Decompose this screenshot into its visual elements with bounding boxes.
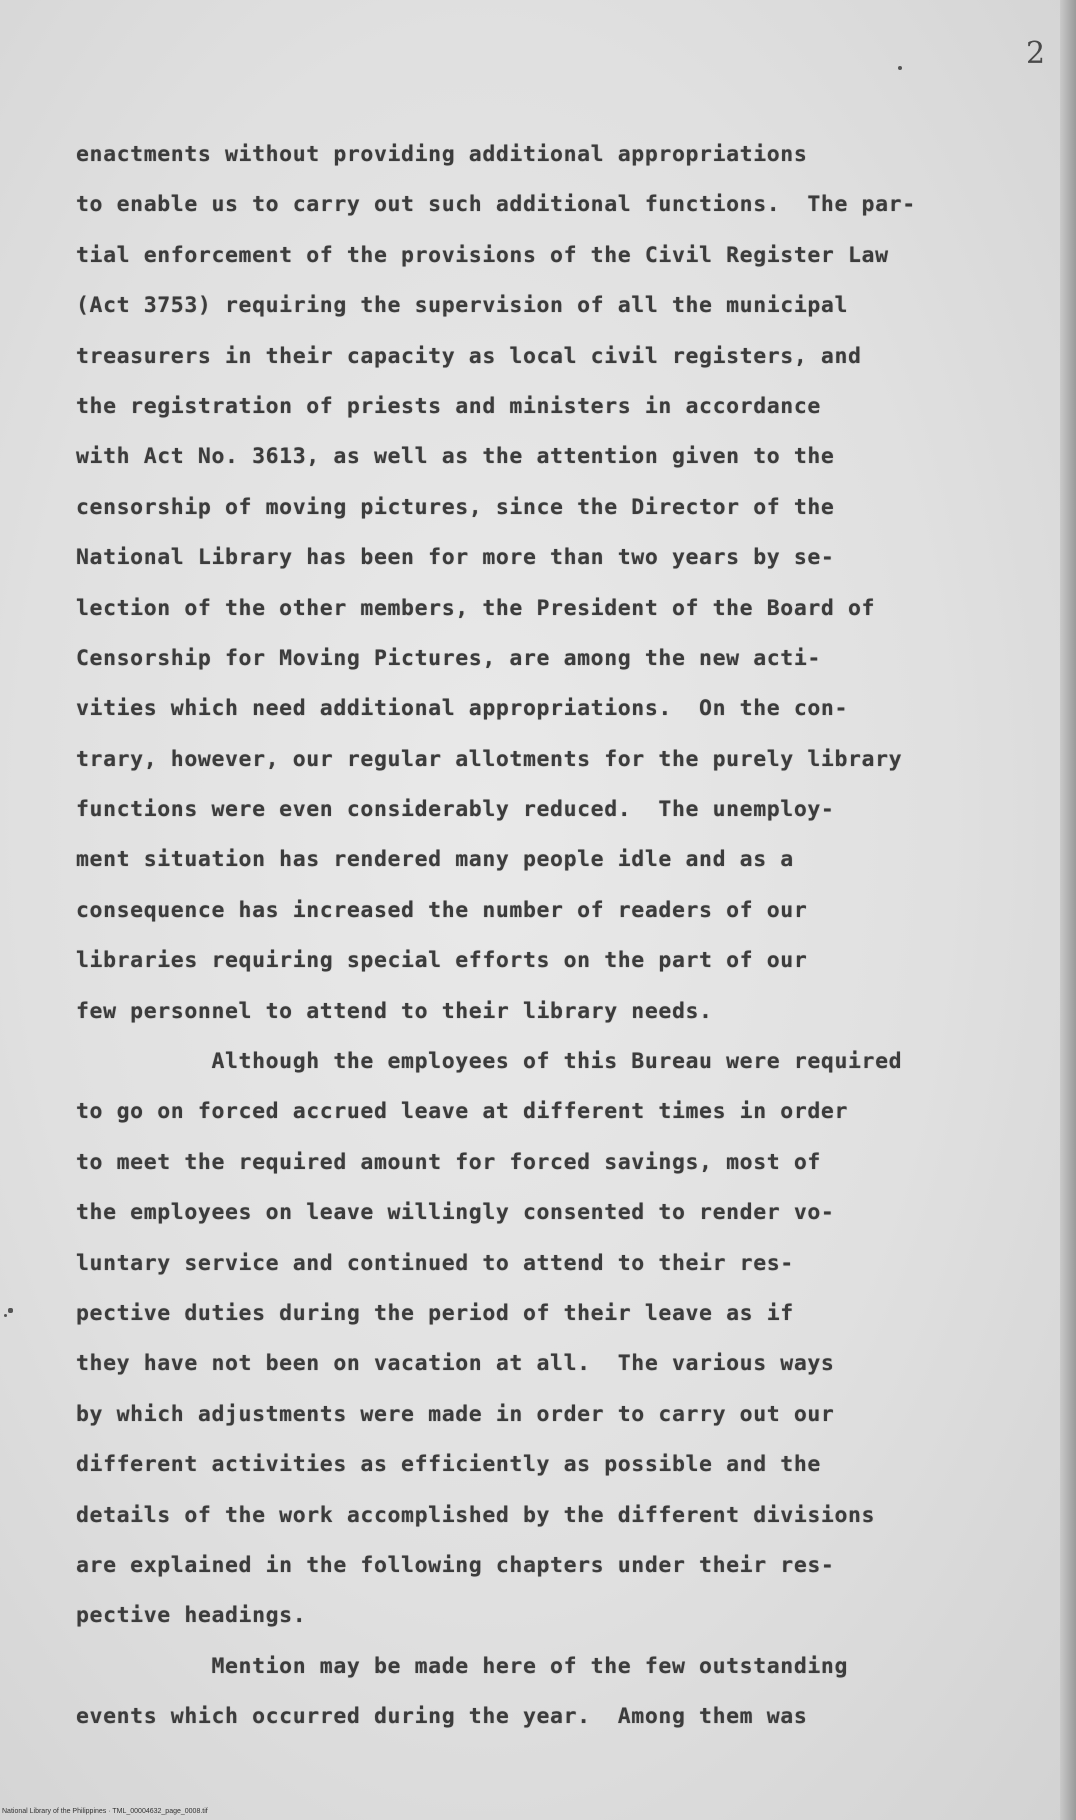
ink-speck [4,1314,7,1317]
text-line: Although the employees of this Bureau were required [76,1049,903,1075]
text-line: National Library has been for more than two years by se- [76,545,835,571]
text-line: enactments without providing additional appropriations [76,142,808,167]
text-line: to meet the required amount for forced savings, most of [76,1149,821,1175]
text-line: different activities as efficiently as possible and the [76,1452,821,1478]
text-line: trary, however, our regular allotments for the purely library [76,746,903,772]
text-line: details of the work accomplished by the different divisions [76,1502,876,1528]
text-line: functions were even considerably reduced. The unemploy- [76,797,835,823]
text-line: the employees on leave willingly consented to render vo- [76,1200,835,1226]
text-line: pective duties during the period of their leave as if [76,1300,794,1326]
text-line: vities which need additional appropriations. On the con- [76,696,849,722]
text-line: ment situation has rendered many people idle and as a [76,847,794,873]
text-line: tial enforcement of the provisions of the Civil Register Law [76,242,889,268]
page-number: 2 [1026,36,1046,71]
text-line: censorship of moving pictures, since the Director of the [76,494,835,520]
text-line: few personnel to attend to their library needs. [76,998,713,1024]
text-line: treasurers in their capacity as local civil registers, and [76,343,862,369]
text-line: Censorship for Moving Pictures, are among the new acti- [76,645,821,671]
text-line: pective headings. [76,1603,307,1629]
text-line: Mention may be made here of the few outstanding [76,1653,849,1679]
ink-speck [898,66,902,70]
text-line: (Act 3753) requiring the supervision of all the municipal [76,293,849,319]
text-line: the registration of priests and ministers in accordance [76,393,821,419]
text-line: to enable us to carry out such additional functions. The par- [76,192,916,218]
text-line: with Act No. 3613, as well as the attention given to the [76,444,835,470]
ink-speck [8,1308,13,1313]
text-line: by which adjustments were made in order to carry out our [76,1401,835,1427]
scan-credit: National Library of the Philippines · TML_00004632_page_0008.tif [2,1808,208,1815]
text-line: to go on forced accrued leave at different times in order [76,1099,849,1125]
text-line: lection of the other members, the President of the Board of [76,595,876,621]
text-line: are explained in the following chapters under their res- [76,1552,835,1578]
page-edge-shadow [1060,0,1076,1820]
text-line: consequence has increased the number of readers of our [76,897,808,923]
text-line: libraries requiring special efforts on the part of our [76,948,808,974]
text-line: luntary service and continued to attend to their res- [76,1250,794,1276]
typewritten-body [76,130,1016,1743]
text-line: they have not been on vacation at all. The various ways [76,1351,835,1377]
text-line: events which occurred during the year. Among them was [76,1704,808,1730]
